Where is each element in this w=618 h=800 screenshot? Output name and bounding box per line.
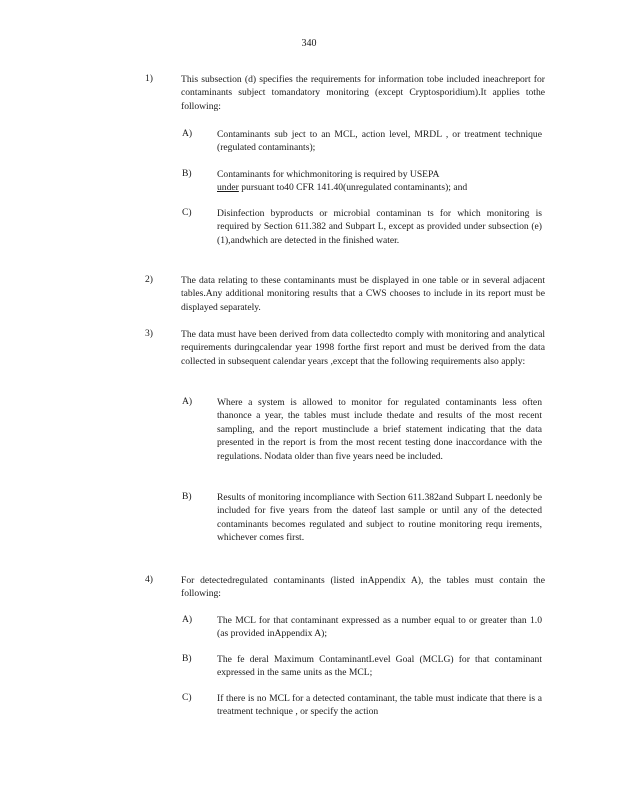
subitem-letter: C) — [182, 692, 192, 703]
subitem-4-b — [182, 653, 542, 680]
item-text: For detectedregulated contaminants (listed inAppendix A), the tables must contain the following: — [181, 575, 545, 600]
subitem-letter: A) — [182, 614, 193, 625]
subitem-letter: A) — [182, 396, 193, 407]
list-item-1 — [145, 73, 545, 113]
subitem-3-a — [182, 396, 542, 463]
subitem-1-b — [182, 168, 542, 195]
subitem-1-a — [182, 128, 542, 155]
item-number: 2) — [145, 274, 153, 285]
item-text: This subsection (d) specifies the requirements for information tobe included ineachreport for contaminants subject tomandatory monitoring (except Cryptosporidium).It applies tothe following: — [181, 74, 545, 112]
list-item-3 — [145, 328, 545, 368]
subitem-text: Results of monitoring incompliance with Section 611.382and Subpart L needonly be included for five years from the dateof last sample or until any of the detected contaminants becomes regulated and subject to routine monitoring requ irements, whichever comes first. — [217, 492, 542, 544]
subitem-text: If there is no MCL for a detected contaminant, the table must indicate that there is a treatment technique , or specify the action — [217, 693, 542, 718]
subitem-letter: C) — [182, 207, 192, 218]
page-number: 340 — [301, 38, 317, 49]
item-text: The data must have been derived from data collectedto comply with monitoring and analytical requirements duringcalendar year 1998 forthe first report and must be derived from the data collected in subsequent calendar years ,except that the following requirements also apply: — [181, 329, 545, 367]
subitem-3-b — [182, 491, 542, 545]
item-number: 3) — [145, 328, 153, 339]
subitem-letter: A) — [182, 128, 193, 139]
subitem-text: The MCL for that contaminant expressed as a number equal to or greater than 1.0 (as provided inAppendix A); — [217, 615, 542, 640]
subitem-letter: B) — [182, 491, 192, 502]
list-item-4 — [145, 574, 545, 601]
item-number: 1) — [145, 73, 153, 84]
subitem-text: The fe deral Maximum ContaminantLevel Goal (MCLG) for that contaminant expressed in the same units as the MCL; — [217, 654, 542, 679]
subitem-text: Where a system is allowed to monitor for regulated contaminants less often thanonce a year, the tables must include thedate and results of the most recent sampling, and the report mustinclude a brief statement indicating that the data presented in the report is from the most recent testing done inaccordance with the regulations. Nodata older than five years need be included. — [217, 397, 542, 462]
subitem-letter: B) — [182, 653, 192, 664]
subitem-letter: B) — [182, 168, 192, 179]
subitem-1-c — [182, 207, 542, 247]
item-text: The data relating to these contaminants must be displayed in one table or in several adjacent tables.Any additional monitoring results that a CWS chooses to include in its report must be displayed separately. — [181, 275, 545, 313]
subitem-4-a — [182, 614, 542, 641]
subitem-text: Disinfection byproducts or microbial contaminan ts for which monitoring is required by Section 611.382 and Subpart L, except as provided under subsection (e)(1),andwhich are detected in the finished water. — [217, 208, 542, 246]
subitem-4-c — [182, 692, 542, 719]
underlined-word: under — [217, 182, 239, 194]
subitem-text: Contaminants sub ject to an MCL, action level, MRDL , or treatment technique (regulated contaminants); — [217, 129, 542, 154]
subitem-text-line2: pursuant to40 CFR 141.40(unregulated contaminants); and — [238, 182, 468, 194]
subitem-text-line1: Contaminants for whichmonitoring is required by USEPA — [217, 169, 440, 180]
list-item-2 — [145, 274, 545, 314]
subitem-text — [217, 168, 542, 195]
item-number: 4) — [145, 574, 153, 585]
